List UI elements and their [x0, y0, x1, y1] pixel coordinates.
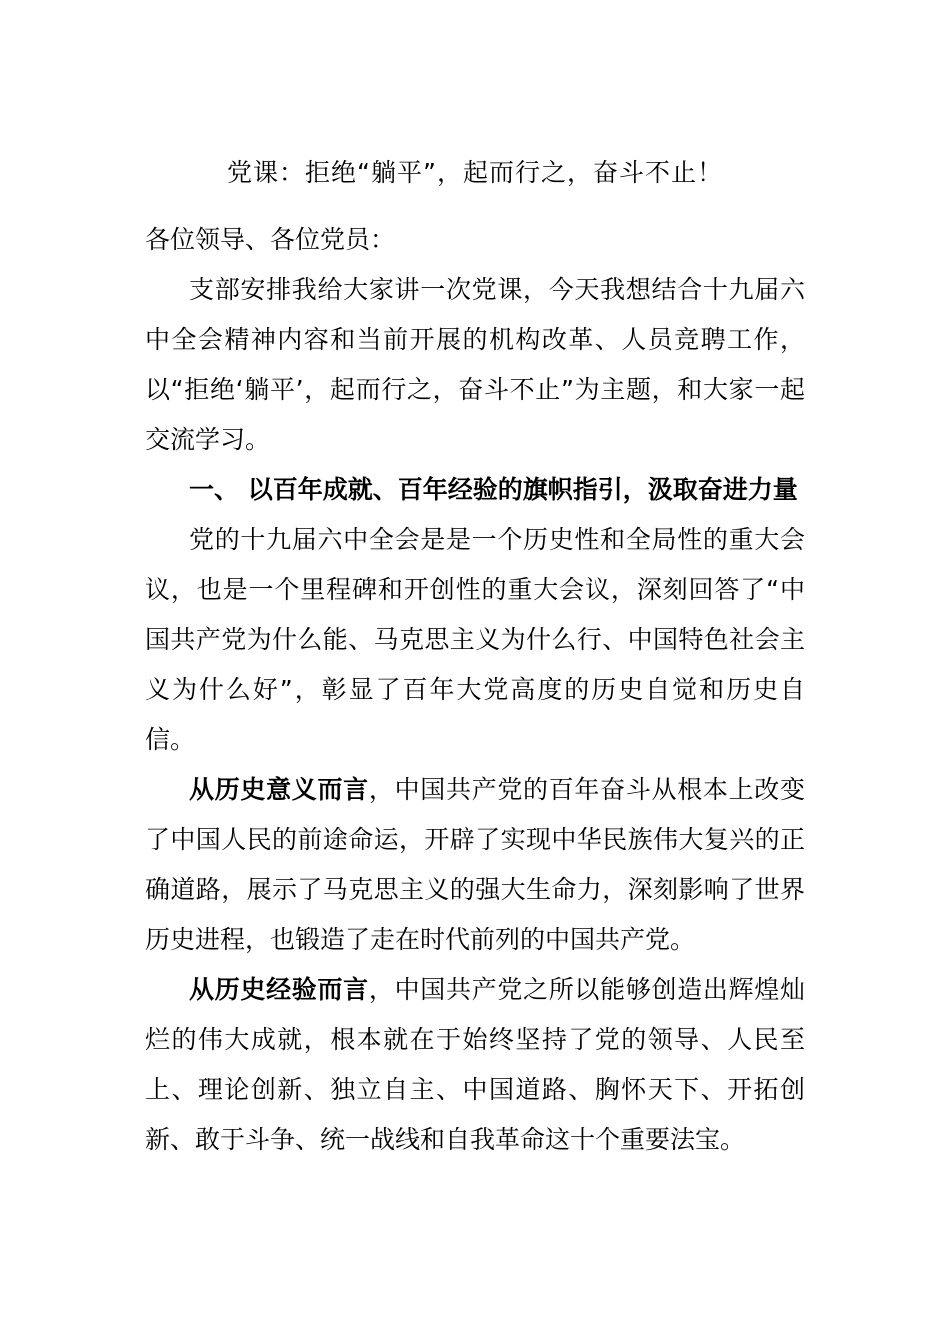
paragraph-3 [145, 965, 805, 1165]
document-body [145, 215, 805, 1165]
section-heading [145, 465, 805, 515]
paragraph-2 [145, 765, 805, 965]
section-heading-text: 一、 以百年成就、百年经验的旗帜指引，汲取奋进力量 [189, 475, 798, 504]
paragraph-2-text: ，中国共产党的百年奋斗从根本上改变了中国人民的前途命运，开辟了实现中华民族伟大复兴的正确道路，展示了马克思主义的强大生命力，深刻影响了世界历史进程，也锻造了走在时代前列的中国共产党。 [145, 775, 805, 954]
document-title: 党课：拒绝“躺平”，起而行之，奋斗不止！ [227, 158, 723, 187]
paragraph-3-lead: 从历史经验而言 [189, 975, 369, 1004]
paragraph-1: 党的十九届六中全会是是一个历史性和全局性的重大会议，也是一个里程碑和开创性的重大会议，深刻回答了“中国共产党为什么能、马克思主义为什么行、中国特色社会主义为什么好”，彰显了百年大党高度的历史自觉和历史自信。 [145, 525, 805, 754]
intro-paragraph: 支部安排我给大家讲一次党课，今天我想结合十九届六中全会精神内容和当前开展的机构改革、人员竞聘工作，以“拒绝‘躺平’，起而行之，奋斗不止”为主题，和大家一起交流学习。 [145, 275, 805, 454]
paragraph-3-text: ，中国共产党之所以能够创造出辉煌灿烂的伟大成就，根本就在于始终坚持了党的领导、人民至上、理论创新、独立自主、中国道路、胸怀天下、开拓创新、敢于斗争、统一战线和自我革命这十个重要法宝。 [145, 975, 805, 1154]
paragraph-2-lead: 从历史意义而言 [189, 775, 369, 804]
greeting: 各位领导、各位党员： [145, 225, 396, 254]
